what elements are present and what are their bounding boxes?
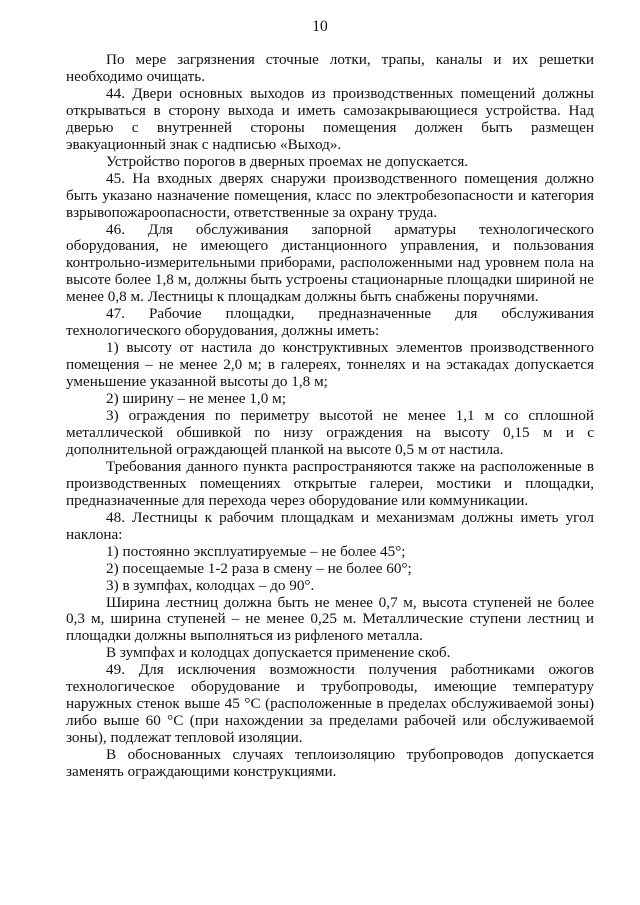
paragraph-item-47: 47. Рабочие площадки, предназначенные для обслуживания технологического оборудования, должны иметь: xyxy=(66,305,594,340)
paragraph-drain-cleaning: По мере загрязнения сточные лотки, трапы, каналы и их решетки необходимо очищать. xyxy=(66,51,594,85)
paragraph-item-49: 49. Для исключения возможности получения работниками ожогов технологическое оборудование и трубопроводы, имеющие температуру наружных стенок выше 45 °С (расположенные в пределах обслуживаемой зоны) либо выше 60 °С (при нахождении за пределами рабочей или обслуживаемой зоны), подлежат тепловой изоляции. xyxy=(66,661,594,747)
paragraph-insulation-replacement: В обоснованных случаях теплоизоляцию трубопроводов допускается заменять ограждающими конструкциями. xyxy=(66,746,594,781)
paragraph-item-48-3: 3) в зумпфах, колодцах – до 90°. xyxy=(106,576,315,594)
paragraph-item-46: 46. Для обслуживания запорной арматуры технологического оборудования, не имеющего дистанционного управления, и пользования контрольно-измерительными приборами, расположенными над уровнем пола на высоте более 1,8 м, должны быть устроены стационарные площадки шириной не менее 0,8 м. Лестницы к площадкам должны быть снабжены поручнями. xyxy=(66,220,594,306)
paragraph-item-45: 45. На входных дверях снаружи производственного помещения должно быть указано назначение помещения, класс по электробезопасности и категория взрывопожароопасности, ответственные за охрану труда. xyxy=(66,169,594,221)
page-number: 10 xyxy=(312,18,328,35)
document-body xyxy=(66,52,594,781)
paragraph-item-47-3: 3) ограждения по периметру высотой не менее 1,1 м со сплошной металлической обшивкой по низу ограждения на высоту 0,15 м и с дополнительной ограждающей планкой на высоте 0,5 м от настила. xyxy=(66,407,594,458)
paragraph-item-48-2: 2) посещаемые 1-2 раза в смену – не более 60°; xyxy=(106,559,412,577)
paragraph-item-44: 44. Двери основных выходов из производственных помещений должны открываться в сторону выхода и иметь самозакрывающиеся устройства. Над дверью с внутренней стороны помещения должен быть размещен эвакуационный знак с надписью «Выход». xyxy=(66,84,594,153)
paragraph-item-47-1: 1) высоту от настила до конструктивных элементов производственного помещения – не менее 2,0 м; в галереях, тоннелях и на эстакадах допускается уменьшение указанной высоты до 1,8 м; xyxy=(66,339,594,391)
paragraph-item-47-2: 2) ширину – не менее 1,0 м; xyxy=(106,390,286,408)
paragraph-stair-dimensions: Ширина лестниц должна быть не менее 0,7 м, высота ступеней не более 0,3 м, ширина ступеней – не менее 0,25 м. Металлические ступени лестниц и площадки должны выполняться из рифленого металла. xyxy=(66,593,594,645)
paragraph-item-48: 48. Лестницы к рабочим площадкам и механизмам должны иметь угол наклона: xyxy=(66,508,594,543)
paragraph-thresholds: Устройство порогов в дверных проемах не допускается. xyxy=(106,152,469,170)
paragraph-item-48-1: 1) постоянно эксплуатируемые – не более 45°; xyxy=(106,542,406,560)
paragraph-brackets: В зумпфах и колодцах допускается применение скоб. xyxy=(106,644,451,662)
paragraph-item-47-scope: Требования данного пункта распространяются также на расположенные в производственных помещениях открытые галереи, мостики и площадки, предназначенные для перехода через оборудование или коммуникации. xyxy=(66,457,594,509)
